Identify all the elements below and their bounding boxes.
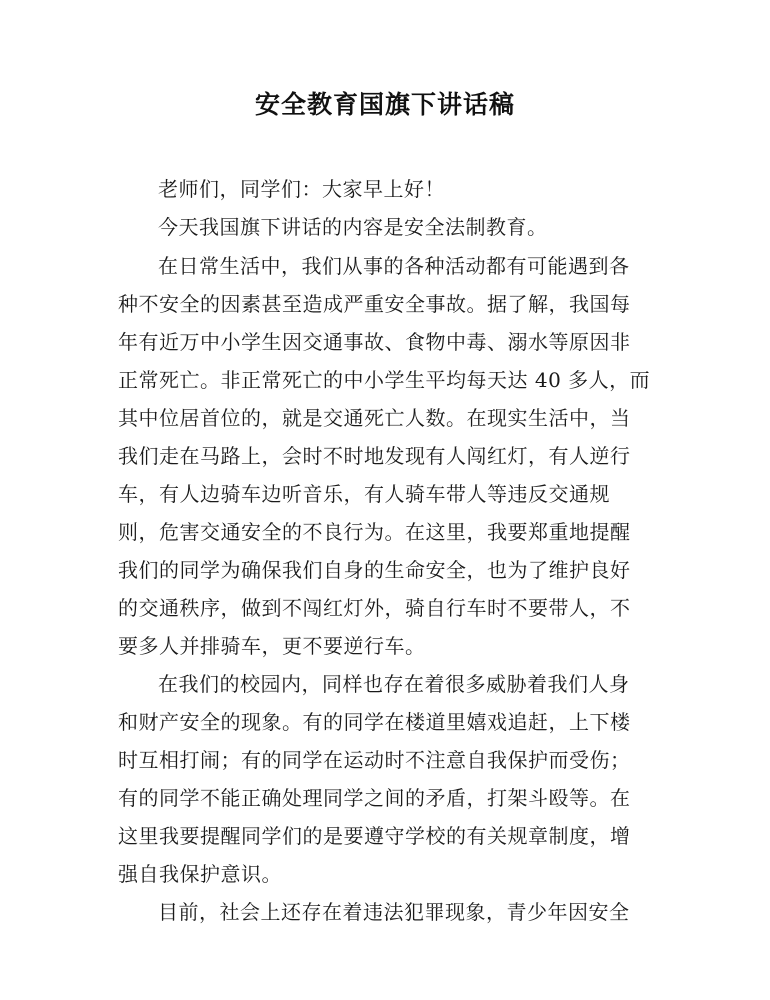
intro-line: 今天我国旗下讲话的内容是安全法制教育。 [158, 215, 548, 239]
greeting-line: 老师们，同学们：大家早上好！ [158, 177, 445, 201]
paragraph-line: 强自我保护意识。 [118, 862, 282, 886]
paragraph-line: 在我们的校园内，同样也存在着很多威胁着我们人身 [158, 672, 630, 696]
paragraph-line: 则，危害交通安全的不良行为。在这里，我要郑重地提醒 [118, 520, 631, 544]
paragraph-line: 在日常生活中，我们从事的各种活动都有可能遇到各 [158, 254, 630, 278]
paragraph-line: 其中位居首位的，就是交通死亡人数。在现实生活中，当 [118, 406, 631, 430]
paragraph-line: 要多人并排骑车，更不要逆行车。 [118, 634, 426, 658]
paragraph-line: 的交通秩序，做到不闯红灯外，骑自行车时不要带人，不 [118, 596, 631, 620]
paragraph-line: 我们的同学为确保我们自身的生命安全，也为了维护良好 [118, 558, 631, 582]
paragraph-line: 有的同学不能正确处理同学之间的矛盾，打架斗殴等。在 [118, 786, 631, 810]
document-title: 安全教育国旗下讲话稿 [254, 90, 515, 119]
paragraph-line: 年有近万中小学生因交通事故、食物中毒、溺水等原因非 [118, 330, 631, 354]
paragraph-line: 目前，社会上还存在着违法犯罪现象，青少年因安全 [158, 900, 630, 924]
paragraph-line: 和财产安全的现象。有的同学在楼道里嬉戏追赶，上下楼 [118, 710, 631, 734]
paragraph-line: 种不安全的因素甚至造成严重安全事故。据了解，我国每 [118, 292, 631, 316]
paragraph-line: 正常死亡。非正常死亡的中小学生平均每天达 40 多人，而 [118, 368, 651, 392]
paragraph-line: 我们走在马路上，会时不时地发现有人闯红灯，有人逆行 [118, 444, 631, 468]
paragraph-line: 车，有人边骑车边听音乐，有人骑车带人等违反交通规 [118, 482, 610, 506]
paragraph-line: 时互相打闹；有的同学在运动时不注意自我保护而受伤； [118, 748, 631, 772]
paragraph-line: 这里我要提醒同学们的是要遵守学校的有关规章制度，增 [118, 824, 631, 848]
